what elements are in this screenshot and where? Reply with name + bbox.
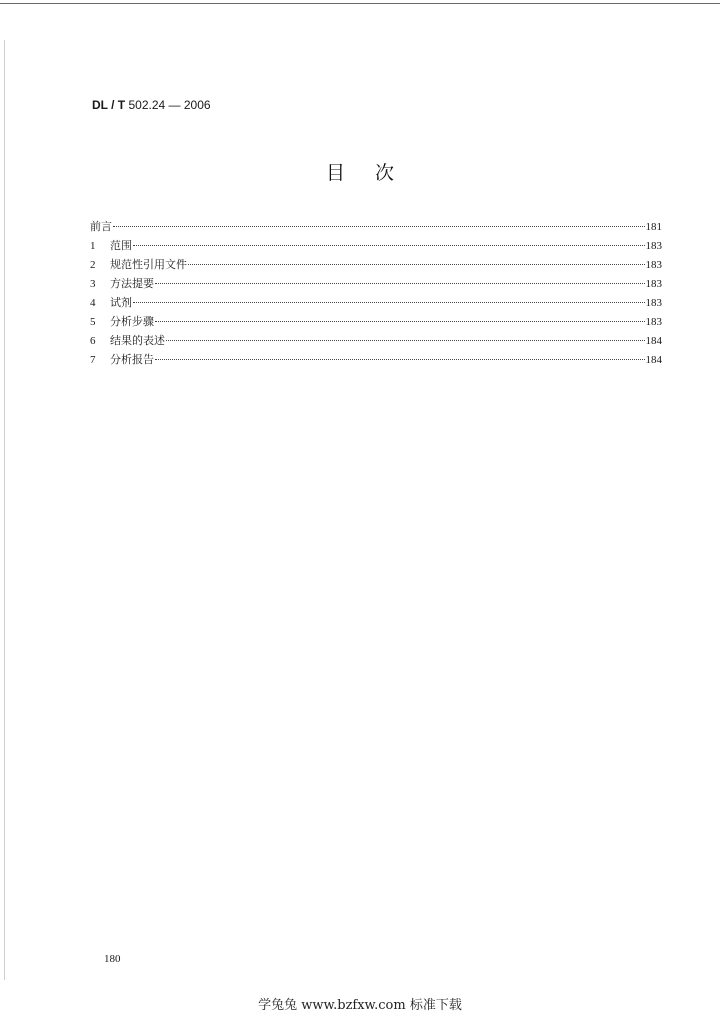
document-header <box>92 98 211 112</box>
toc-item-number: 5 <box>90 316 96 328</box>
standard-code: DL / T <box>92 98 126 112</box>
toc-leader <box>155 359 645 360</box>
toc-item-title: 分析步骤 <box>110 315 154 328</box>
toc-leader <box>166 340 645 341</box>
toc-item-expression-of-results[interactable] <box>90 331 662 350</box>
toc-item-title: 方法提要 <box>110 277 154 290</box>
toc-item-title: 前言 <box>90 220 112 233</box>
toc-item-foreword[interactable] <box>90 217 662 236</box>
toc-item-page: 184 <box>645 354 662 366</box>
toc-item-number: 1 <box>90 240 96 252</box>
page-title: 目次 <box>325 162 424 184</box>
toc-leader <box>188 264 645 265</box>
toc-item-analysis-steps[interactable] <box>90 312 662 331</box>
standard-number: 502.24 — 2006 <box>128 98 211 112</box>
toc-leader <box>155 321 645 322</box>
toc-item-title: 试剂 <box>110 296 132 309</box>
toc-item-title: 范围 <box>110 239 132 252</box>
toc-leader <box>133 302 645 303</box>
toc-item-page: 183 <box>645 297 662 309</box>
toc-item-title: 规范性引用文件 <box>110 258 187 271</box>
toc-item-number: 4 <box>90 297 96 309</box>
toc-item-number: 3 <box>90 278 96 290</box>
toc-item-number: 6 <box>90 335 96 347</box>
toc-item-page: 184 <box>645 335 662 347</box>
toc-item-normative-references[interactable] <box>90 255 662 274</box>
toc-item-page: 183 <box>645 278 662 290</box>
toc-item-reagents[interactable] <box>90 293 662 312</box>
toc-item-page: 181 <box>645 221 662 233</box>
toc-item-analysis-report[interactable] <box>90 350 662 369</box>
toc-item-number: 2 <box>90 259 96 271</box>
toc-item-number: 7 <box>90 354 96 366</box>
toc-item-title: 分析报告 <box>110 353 154 366</box>
toc-item-page: 183 <box>645 240 662 252</box>
toc-leader <box>155 283 645 284</box>
toc-item-page: 183 <box>645 316 662 328</box>
toc-item-method-summary[interactable] <box>90 274 662 293</box>
toc-leader <box>133 245 645 246</box>
table-of-contents <box>90 217 662 369</box>
toc-leader <box>113 226 645 227</box>
page-number: 180 <box>104 953 121 965</box>
toc-item-scope[interactable] <box>90 236 662 255</box>
top-rule <box>0 3 720 4</box>
footer-watermark: 学兔兔 www.bzfxw.com 标准下载 <box>258 998 462 1013</box>
toc-item-page: 183 <box>645 259 662 271</box>
toc-item-title: 结果的表述 <box>110 334 165 347</box>
